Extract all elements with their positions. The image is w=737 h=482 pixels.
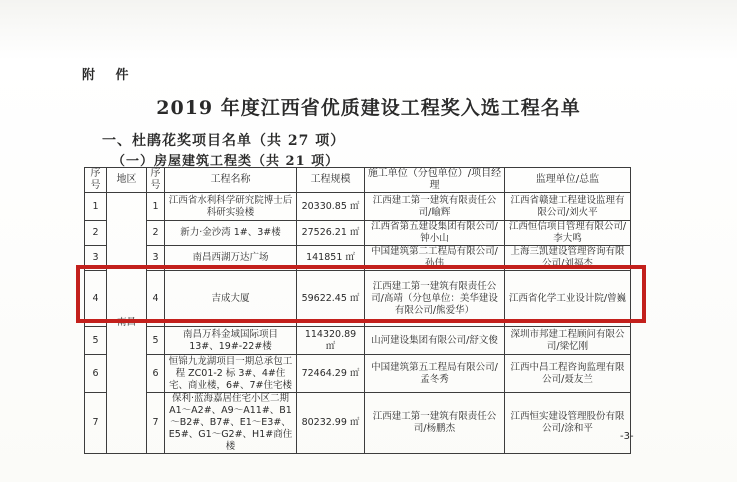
header-seq: 序号: [85, 168, 107, 193]
cell-name: 恒锦九龙湖项目一期总承包工程 ZC01-2 标 3#、4#住宅、商业楼，6#、7#住宅楼: [165, 355, 297, 393]
cell-scale: 80232.99 ㎡: [297, 393, 365, 454]
header-supervisor: 监理单位/总监: [505, 168, 631, 193]
table-row: [85, 221, 631, 246]
cell-name: 保利·蓝海嘉居住宅小区二期 A1～A2#、A9～A11#、B1～B2#、B7#、E1～E3#、E5#、G1～G2#、H1#商住楼: [165, 393, 297, 454]
cell-supervisor: 江西恒信项目管理有限公司/李大鸣: [505, 221, 631, 246]
cell-scale: 59622.45 ㎡: [297, 271, 365, 327]
cell-builder: 江西省第五建设集团有限公司/钟小山: [365, 221, 505, 246]
table-header-row: [85, 168, 631, 193]
annex-label: 附 件: [82, 68, 137, 83]
cell-subseq: 4: [147, 271, 165, 327]
cell-seq: 7: [85, 393, 107, 454]
cell-builder: 山河建设集团有限公司/舒文俊: [365, 327, 505, 355]
cell-seq: 6: [85, 355, 107, 393]
cell-supervisor: 江西中昌工程咨询监理有限公司/聂友兰: [505, 355, 631, 393]
table-row: [85, 355, 631, 393]
header-builder: 施工单位（分包单位）/项目经理: [365, 168, 505, 193]
cell-supervisor: 江西省赣建工程建设监理有限公司/刘火平: [505, 193, 631, 221]
header-name: 工程名称: [165, 168, 297, 193]
cell-supervisor: 江西省化学工业设计院/曾巍: [505, 271, 631, 327]
cell-subseq: 2: [147, 221, 165, 246]
highlight-box: [76, 265, 646, 323]
cell-builder: 江西建工第一建筑有限责任公司/高靖（分包单位：美华建设有限公司/熊爱华）: [365, 271, 505, 327]
cell-builder: 中国建筑第二工程局有限公司/孙伟: [365, 246, 505, 271]
cell-builder: 江西建工第一建筑有限责任公司/喻辉: [365, 193, 505, 221]
header-region: 地区: [107, 168, 147, 193]
cell-subseq: 1: [147, 193, 165, 221]
cell-supervisor: 深圳市邦建工程顾问有限公司/梁忆刚: [505, 327, 631, 355]
cell-scale: 141851 ㎡: [297, 246, 365, 271]
header-subseq: 序号: [147, 168, 165, 193]
cell-seq: 4: [85, 271, 107, 327]
cell-seq: 3: [85, 246, 107, 271]
table-row: [85, 193, 631, 221]
cell-region: 南昌: [107, 193, 147, 454]
cell-builder: 江西建工第一建筑有限责任公司/杨鹏杰: [365, 393, 505, 454]
cell-seq: 1: [85, 193, 107, 221]
cell-scale: 114320.89 ㎡: [297, 327, 365, 355]
cell-subseq: 6: [147, 355, 165, 393]
cell-seq: 5: [85, 327, 107, 355]
table-row: [85, 393, 631, 454]
subsection-heading: （一）房屋建筑工程类（共 21 项）: [112, 154, 340, 169]
document-title: 2019 年度江西省优质建设工程奖入选工程名单: [156, 97, 581, 119]
cell-scale: 20330.85 ㎡: [297, 193, 365, 221]
cell-scale: 27526.21 ㎡: [297, 221, 365, 246]
section-heading: 一、杜鹃花奖项目名单（共 27 项）: [102, 133, 346, 149]
cell-name: 南昌西湖万达广场: [165, 246, 297, 271]
cell-seq: 2: [85, 221, 107, 246]
cell-subseq: 7: [147, 393, 165, 454]
page-number: -3-: [620, 431, 634, 442]
cell-builder: 中国建筑第五工程局有限公司/孟冬秀: [365, 355, 505, 393]
cell-subseq: 5: [147, 327, 165, 355]
cell-supervisor: 江西恒实建设管理股份有限公司/涂和平: [505, 393, 631, 454]
cell-subseq: 3: [147, 246, 165, 271]
cell-name: 南昌万科金域国际项目 13#、19#-22#楼: [165, 327, 297, 355]
cell-name: 江西省水利科学研究院博士后科研实验楼: [165, 193, 297, 221]
cell-scale: 72464.29 ㎡: [297, 355, 365, 393]
cell-name: 吉成大厦: [165, 271, 297, 327]
header-scale: 工程规模: [297, 168, 365, 193]
table-row: [85, 327, 631, 355]
cell-name: 新力·金沙湾 1#、3#楼: [165, 221, 297, 246]
cell-supervisor: 上海三凯建设管理咨询有限公司/刘福杰: [505, 246, 631, 271]
